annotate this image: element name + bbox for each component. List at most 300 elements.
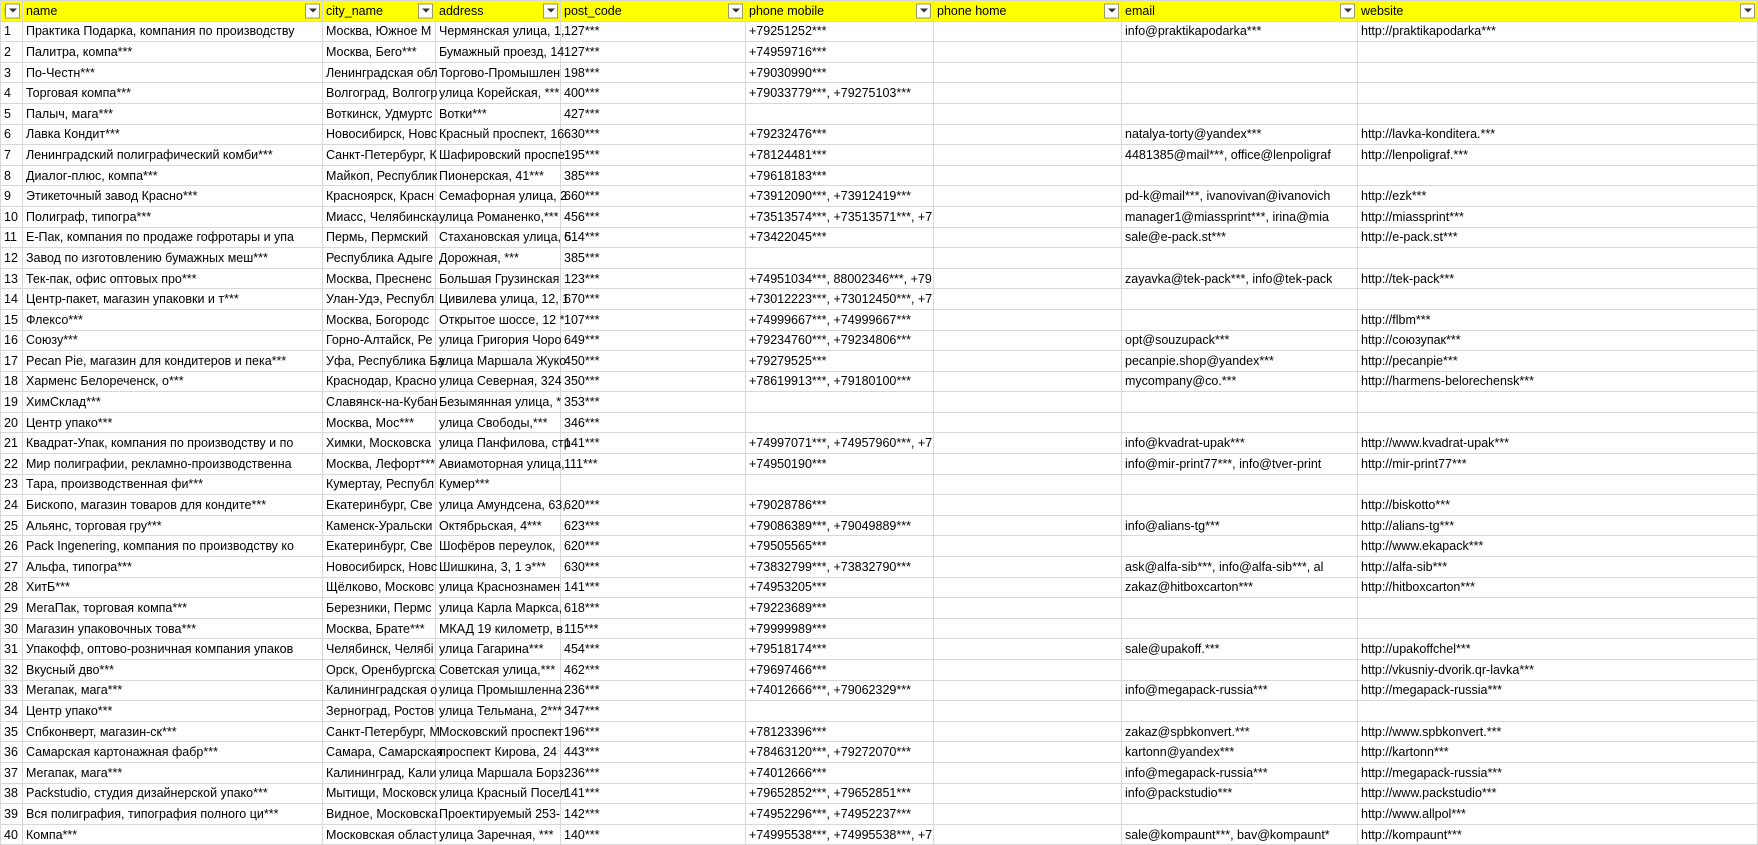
cell-website[interactable] — [1358, 248, 1758, 269]
cell-phone-home[interactable] — [934, 824, 1122, 845]
cell-phone-mobile[interactable]: +79999989*** — [746, 618, 934, 639]
cell-phone-mobile[interactable]: +79505565*** — [746, 536, 934, 557]
table-row[interactable] — [1, 330, 1758, 351]
cell-city-name[interactable]: Москва, Брате*** — [323, 618, 436, 639]
cell-address[interactable]: улица Григория Чоро — [436, 330, 561, 351]
cell-phone-mobile[interactable]: +74999667***, +74999667*** — [746, 309, 934, 330]
cell-phone-mobile[interactable]: +74952296***, +74952237*** — [746, 804, 934, 825]
cell-phone-mobile[interactable]: +78463120***, +79272070*** — [746, 742, 934, 763]
cell-city-name[interactable]: Улан-Удэ, Республ — [323, 289, 436, 310]
cell-city-name[interactable]: Майкоп, Республик — [323, 165, 436, 186]
cell-email[interactable]: ask@alfa-sib***, info@alfa-sib***, al — [1122, 557, 1358, 578]
cell-website[interactable] — [1358, 598, 1758, 619]
cell-website[interactable] — [1358, 165, 1758, 186]
cell-phone-mobile[interactable] — [746, 412, 934, 433]
cell-website[interactable]: http://lavka-konditera.*** — [1358, 124, 1758, 145]
cell-phone-mobile[interactable]: +78123396*** — [746, 721, 934, 742]
row-number[interactable]: 35 — [1, 721, 23, 742]
row-number[interactable]: 20 — [1, 412, 23, 433]
cell-city-name[interactable]: Московская област — [323, 824, 436, 845]
cell-city-name[interactable]: Химки, Московска — [323, 433, 436, 454]
column-header-website[interactable] — [1358, 1, 1758, 22]
row-number[interactable]: 29 — [1, 598, 23, 619]
cell-phone-home[interactable] — [934, 227, 1122, 248]
cell-address[interactable]: Кумер*** — [436, 474, 561, 495]
cell-phone-home[interactable] — [934, 412, 1122, 433]
row-number[interactable]: 25 — [1, 515, 23, 536]
cell-city-name[interactable]: Калининградская о — [323, 680, 436, 701]
table-row[interactable] — [1, 392, 1758, 413]
cell-phone-mobile[interactable] — [746, 392, 934, 413]
cell-website[interactable] — [1358, 83, 1758, 104]
cell-phone-mobile[interactable]: +73912090***, +73912419*** — [746, 186, 934, 207]
cell-name[interactable]: Палитра, компа*** — [23, 42, 323, 63]
cell-city-name[interactable]: Уфа, Республика Ба — [323, 351, 436, 372]
cell-address[interactable]: Цивилева улица, 12, 1 — [436, 289, 561, 310]
cell-email[interactable] — [1122, 536, 1358, 557]
cell-city-name[interactable]: Республика Адыге — [323, 248, 436, 269]
cell-website[interactable]: http://tek-pack*** — [1358, 268, 1758, 289]
cell-email[interactable]: info@megapack-russia*** — [1122, 680, 1358, 701]
cell-post-code[interactable]: 195*** — [561, 145, 746, 166]
cell-name[interactable]: Альянс, торговая гру*** — [23, 515, 323, 536]
cell-city-name[interactable]: Щёлково, Московс — [323, 577, 436, 598]
cell-email[interactable]: zakaz@hitboxcarton*** — [1122, 577, 1358, 598]
cell-phone-home[interactable] — [934, 206, 1122, 227]
cell-phone-mobile[interactable]: +74950190*** — [746, 454, 934, 475]
cell-address[interactable]: улица Гагарина*** — [436, 639, 561, 660]
cell-post-code[interactable]: 107*** — [561, 309, 746, 330]
cell-email[interactable]: manager1@miassprint***, irina@mia — [1122, 206, 1358, 227]
cell-address[interactable]: Шофёров переулок, — [436, 536, 561, 557]
cell-name[interactable]: Квадрат-Упак, компания по производству и по — [23, 433, 323, 454]
cell-phone-mobile[interactable]: +78124481*** — [746, 145, 934, 166]
column-header-name[interactable] — [23, 1, 323, 22]
table-row[interactable] — [1, 309, 1758, 330]
cell-city-name[interactable]: Санкт-Петербург, К — [323, 145, 436, 166]
cell-email[interactable]: mycompany@co.*** — [1122, 371, 1358, 392]
cell-email[interactable]: info@mir-print77***, info@tver-print — [1122, 454, 1358, 475]
cell-phone-home[interactable] — [934, 351, 1122, 372]
cell-phone-mobile[interactable]: +79033779***, +79275103*** — [746, 83, 934, 104]
row-number[interactable]: 6 — [1, 124, 23, 145]
table-row[interactable] — [1, 227, 1758, 248]
cell-address[interactable]: улица Заречная, *** — [436, 824, 561, 845]
cell-phone-mobile[interactable]: +79086389***, +79049889*** — [746, 515, 934, 536]
cell-address[interactable]: проспект Кирова, 24 — [436, 742, 561, 763]
cell-email[interactable]: opt@souzupack*** — [1122, 330, 1358, 351]
cell-website[interactable]: http://kartonn*** — [1358, 742, 1758, 763]
cell-post-code[interactable]: 670*** — [561, 289, 746, 310]
row-number[interactable]: 26 — [1, 536, 23, 557]
cell-post-code[interactable]: 623*** — [561, 515, 746, 536]
cell-email[interactable] — [1122, 289, 1358, 310]
cell-city-name[interactable]: Самара, Самарская — [323, 742, 436, 763]
cell-city-name[interactable]: Новосибирск, Новс — [323, 124, 436, 145]
row-number[interactable]: 39 — [1, 804, 23, 825]
cell-post-code[interactable]: 660*** — [561, 186, 746, 207]
cell-email[interactable] — [1122, 495, 1358, 516]
cell-city-name[interactable]: Пермь, Пермский — [323, 227, 436, 248]
cell-phone-home[interactable] — [934, 721, 1122, 742]
cell-post-code[interactable]: 443*** — [561, 742, 746, 763]
row-number[interactable]: 16 — [1, 330, 23, 351]
row-number[interactable]: 24 — [1, 495, 23, 516]
cell-address[interactable]: Стахановская улица, 5 — [436, 227, 561, 248]
cell-phone-mobile[interactable]: +79652852***, +79652851*** — [746, 783, 934, 804]
row-number[interactable]: 37 — [1, 762, 23, 783]
cell-city-name[interactable]: Красноярск, Красн — [323, 186, 436, 207]
row-number[interactable]: 19 — [1, 392, 23, 413]
cell-website[interactable]: http://upakoffchel*** — [1358, 639, 1758, 660]
cell-website[interactable]: http://vkusniy-dvorik.qr-lavka*** — [1358, 660, 1758, 681]
cell-city-name[interactable]: Краснодар, Красно — [323, 371, 436, 392]
row-number[interactable]: 32 — [1, 660, 23, 681]
cell-post-code[interactable]: 127*** — [561, 21, 746, 42]
cell-city-name[interactable]: Березники, Пермс — [323, 598, 436, 619]
cell-name[interactable]: По-Честн*** — [23, 62, 323, 83]
filter-dropdown-icon[interactable] — [418, 3, 433, 18]
cell-phone-mobile[interactable]: +79234760***, +79234806*** — [746, 330, 934, 351]
cell-name[interactable]: Практика Подарка, компания по производству — [23, 21, 323, 42]
cell-email[interactable]: sale@upakoff.*** — [1122, 639, 1358, 660]
cell-post-code[interactable]: 614*** — [561, 227, 746, 248]
cell-phone-home[interactable] — [934, 536, 1122, 557]
cell-phone-home[interactable] — [934, 371, 1122, 392]
cell-city-name[interactable]: Екатеринбург, Све — [323, 536, 436, 557]
table-row[interactable] — [1, 42, 1758, 63]
cell-address[interactable]: Пионерская, 41*** — [436, 165, 561, 186]
row-number[interactable]: 31 — [1, 639, 23, 660]
cell-city-name[interactable]: Воткинск, Удмуртс — [323, 103, 436, 124]
column-header-email[interactable] — [1122, 1, 1358, 22]
cell-email[interactable] — [1122, 248, 1358, 269]
cell-website[interactable]: http://lenpoligraf.*** — [1358, 145, 1758, 166]
cell-phone-mobile[interactable]: +78619913***, +79180100*** — [746, 371, 934, 392]
cell-email[interactable]: pd-k@mail***, ivanovivan@ivanovich — [1122, 186, 1358, 207]
cell-phone-mobile[interactable]: +79030990*** — [746, 62, 934, 83]
cell-phone-mobile[interactable]: +79697466*** — [746, 660, 934, 681]
cell-website[interactable] — [1358, 42, 1758, 63]
table-row[interactable] — [1, 186, 1758, 207]
cell-phone-mobile[interactable]: +79618183*** — [746, 165, 934, 186]
cell-name[interactable]: Мегапак, мага*** — [23, 680, 323, 701]
cell-phone-mobile[interactable]: +73012223***, +73012450***, +7 — [746, 289, 934, 310]
table-row[interactable] — [1, 577, 1758, 598]
cell-city-name[interactable]: Волгоград, Волгогр — [323, 83, 436, 104]
cell-website[interactable]: http://harmens-belorechensk*** — [1358, 371, 1758, 392]
cell-phone-mobile[interactable]: +79232476*** — [746, 124, 934, 145]
cell-website[interactable]: http://союзупак*** — [1358, 330, 1758, 351]
cell-website[interactable]: http://www.packstudio*** — [1358, 783, 1758, 804]
cell-website[interactable]: http://www.allpol*** — [1358, 804, 1758, 825]
cell-name[interactable]: Мир полиграфии, рекламно-производственна — [23, 454, 323, 475]
row-number[interactable]: 38 — [1, 783, 23, 804]
cell-website[interactable] — [1358, 62, 1758, 83]
table-row[interactable] — [1, 639, 1758, 660]
cell-post-code[interactable]: 630*** — [561, 557, 746, 578]
table-row[interactable] — [1, 351, 1758, 372]
row-number[interactable]: 11 — [1, 227, 23, 248]
cell-email[interactable] — [1122, 42, 1358, 63]
filter-dropdown-icon[interactable] — [1340, 3, 1355, 18]
cell-post-code[interactable]: 385*** — [561, 248, 746, 269]
cell-name[interactable]: Pack Ingenering, компания по производству ко — [23, 536, 323, 557]
table-row[interactable] — [1, 21, 1758, 42]
cell-post-code[interactable]: 123*** — [561, 268, 746, 289]
cell-address[interactable]: Московский проспект — [436, 721, 561, 742]
filter-dropdown-icon[interactable] — [916, 3, 931, 18]
cell-post-code[interactable]: 141*** — [561, 577, 746, 598]
cell-phone-home[interactable] — [934, 701, 1122, 722]
cell-phone-home[interactable] — [934, 742, 1122, 763]
row-number[interactable]: 4 — [1, 83, 23, 104]
table-row[interactable] — [1, 371, 1758, 392]
row-number[interactable]: 22 — [1, 454, 23, 475]
table-row[interactable] — [1, 145, 1758, 166]
cell-phone-mobile[interactable]: +74959716*** — [746, 42, 934, 63]
cell-name[interactable]: МегаПак, торговая компа*** — [23, 598, 323, 619]
cell-phone-mobile[interactable]: +79518174*** — [746, 639, 934, 660]
cell-website[interactable]: http://e-pack.st*** — [1358, 227, 1758, 248]
cell-phone-home[interactable] — [934, 454, 1122, 475]
cell-name[interactable]: Харменс Белореченск, о*** — [23, 371, 323, 392]
cell-email[interactable] — [1122, 701, 1358, 722]
cell-phone-home[interactable] — [934, 186, 1122, 207]
row-number[interactable]: 2 — [1, 42, 23, 63]
cell-phone-home[interactable] — [934, 248, 1122, 269]
cell-email[interactable] — [1122, 474, 1358, 495]
table-row[interactable] — [1, 701, 1758, 722]
cell-address[interactable]: Большая Грузинская — [436, 268, 561, 289]
cell-post-code[interactable]: 462*** — [561, 660, 746, 681]
cell-name[interactable]: Мегапак, мага*** — [23, 762, 323, 783]
cell-address[interactable]: Дорожная, *** — [436, 248, 561, 269]
table-row[interactable] — [1, 721, 1758, 742]
cell-website[interactable]: http://pecanpie*** — [1358, 351, 1758, 372]
cell-phone-home[interactable] — [934, 309, 1122, 330]
cell-email[interactable] — [1122, 804, 1358, 825]
cell-email[interactable] — [1122, 412, 1358, 433]
cell-address[interactable]: Торгово-Промышлен — [436, 62, 561, 83]
table-row[interactable] — [1, 206, 1758, 227]
cell-city-name[interactable]: Москва, Южное М — [323, 21, 436, 42]
table-row[interactable] — [1, 103, 1758, 124]
cell-address[interactable]: улица Маршала Жуко — [436, 351, 561, 372]
cell-website[interactable]: http://alians-tg*** — [1358, 515, 1758, 536]
cell-city-name[interactable]: Москва, Пресненс — [323, 268, 436, 289]
cell-name[interactable]: Ленинградский полиграфический комби*** — [23, 145, 323, 166]
cell-phone-home[interactable] — [934, 680, 1122, 701]
cell-post-code[interactable]: 127*** — [561, 42, 746, 63]
cell-name[interactable]: Диалог-плюс, компа*** — [23, 165, 323, 186]
cell-name[interactable]: Тек-пак, офис оптовых про*** — [23, 268, 323, 289]
cell-website[interactable]: http://www.kvadrat-upak*** — [1358, 433, 1758, 454]
cell-phone-home[interactable] — [934, 62, 1122, 83]
cell-post-code[interactable]: 198*** — [561, 62, 746, 83]
row-number[interactable]: 40 — [1, 824, 23, 845]
cell-website[interactable]: http://ezk*** — [1358, 186, 1758, 207]
cell-address[interactable]: Безымянная улица, * — [436, 392, 561, 413]
cell-phone-mobile[interactable]: +74997071***, +74957960***, +7 — [746, 433, 934, 454]
cell-name[interactable]: Компа*** — [23, 824, 323, 845]
cell-post-code[interactable]: 400*** — [561, 83, 746, 104]
cell-city-name[interactable]: Москва, Мос*** — [323, 412, 436, 433]
table-row[interactable] — [1, 474, 1758, 495]
cell-address[interactable]: улица Тельмана, 2*** — [436, 701, 561, 722]
cell-email[interactable] — [1122, 598, 1358, 619]
cell-email[interactable]: 4481385@mail***, office@lenpoligraf — [1122, 145, 1358, 166]
cell-post-code[interactable] — [561, 474, 746, 495]
cell-phone-mobile[interactable]: +73422045*** — [746, 227, 934, 248]
cell-website[interactable]: http://megapack-russia*** — [1358, 762, 1758, 783]
filter-dropdown-icon[interactable] — [728, 3, 743, 18]
cell-phone-mobile[interactable]: +74953205*** — [746, 577, 934, 598]
row-number[interactable]: 12 — [1, 248, 23, 269]
cell-phone-home[interactable] — [934, 618, 1122, 639]
table-row[interactable] — [1, 124, 1758, 145]
filter-dropdown-icon[interactable] — [305, 3, 320, 18]
cell-phone-home[interactable] — [934, 392, 1122, 413]
cell-website[interactable] — [1358, 103, 1758, 124]
cell-city-name[interactable]: Санкт-Петербург, М — [323, 721, 436, 742]
cell-address[interactable]: улица Панфилова, стр — [436, 433, 561, 454]
column-header-id[interactable] — [1, 1, 23, 22]
table-row[interactable] — [1, 248, 1758, 269]
filter-dropdown-icon[interactable] — [1740, 3, 1755, 18]
row-number[interactable]: 10 — [1, 206, 23, 227]
cell-phone-mobile[interactable]: +79223689*** — [746, 598, 934, 619]
cell-website[interactable]: http://www.ekapack*** — [1358, 536, 1758, 557]
table-row[interactable] — [1, 62, 1758, 83]
cell-post-code[interactable]: 353*** — [561, 392, 746, 413]
cell-post-code[interactable]: 385*** — [561, 165, 746, 186]
cell-post-code[interactable]: 140*** — [561, 824, 746, 845]
cell-phone-home[interactable] — [934, 639, 1122, 660]
row-number[interactable]: 17 — [1, 351, 23, 372]
table-row[interactable] — [1, 289, 1758, 310]
cell-phone-home[interactable] — [934, 103, 1122, 124]
cell-post-code[interactable]: 454*** — [561, 639, 746, 660]
cell-city-name[interactable]: Горно-Алтайск, Ре — [323, 330, 436, 351]
cell-address[interactable]: улица Амундсена, 63, — [436, 495, 561, 516]
cell-phone-home[interactable] — [934, 474, 1122, 495]
column-header-phone-home[interactable] — [934, 1, 1122, 22]
row-number[interactable]: 27 — [1, 557, 23, 578]
cell-address[interactable]: улица Красный Посел — [436, 783, 561, 804]
row-number[interactable]: 7 — [1, 145, 23, 166]
cell-phone-mobile[interactable]: +74995538***, +74995538***, +7 — [746, 824, 934, 845]
table-row[interactable] — [1, 536, 1758, 557]
table-row[interactable] — [1, 824, 1758, 845]
cell-post-code[interactable]: 630*** — [561, 124, 746, 145]
row-number[interactable]: 36 — [1, 742, 23, 763]
cell-email[interactable]: info@kvadrat-upak*** — [1122, 433, 1358, 454]
cell-website[interactable]: http://miassprint*** — [1358, 206, 1758, 227]
cell-email[interactable]: sale@kompaunt***, bav@kompaunt* — [1122, 824, 1358, 845]
cell-phone-mobile[interactable]: +74012666***, +79062329*** — [746, 680, 934, 701]
cell-city-name[interactable]: Москва, Богородс — [323, 309, 436, 330]
cell-post-code[interactable]: 196*** — [561, 721, 746, 742]
cell-name[interactable]: Спбконверт, магазин-ск*** — [23, 721, 323, 742]
cell-name[interactable]: Флексо*** — [23, 309, 323, 330]
cell-name[interactable]: Упакофф, оптово-розничная компания упаков — [23, 639, 323, 660]
cell-website[interactable]: http://biskotto*** — [1358, 495, 1758, 516]
cell-city-name[interactable]: Видное, Московска — [323, 804, 436, 825]
cell-post-code[interactable]: 620*** — [561, 536, 746, 557]
cell-post-code[interactable]: 141*** — [561, 433, 746, 454]
column-header-address[interactable] — [436, 1, 561, 22]
cell-city-name[interactable]: Кумертау, Республ — [323, 474, 436, 495]
cell-email[interactable]: zakaz@spbkonvert.*** — [1122, 721, 1358, 742]
cell-post-code[interactable]: 142*** — [561, 804, 746, 825]
cell-address[interactable]: Семафорная улица, 2 — [436, 186, 561, 207]
cell-name[interactable]: Альфа, типогра*** — [23, 557, 323, 578]
cell-address[interactable]: Советская улица,*** — [436, 660, 561, 681]
row-number[interactable]: 28 — [1, 577, 23, 598]
cell-phone-home[interactable] — [934, 289, 1122, 310]
table-row[interactable] — [1, 742, 1758, 763]
table-row[interactable] — [1, 783, 1758, 804]
table-row[interactable] — [1, 598, 1758, 619]
filter-dropdown-icon[interactable] — [5, 3, 20, 18]
cell-phone-mobile[interactable] — [746, 248, 934, 269]
cell-phone-home[interactable] — [934, 42, 1122, 63]
cell-city-name[interactable]: Калининград, Кали — [323, 762, 436, 783]
cell-name[interactable]: Вся полиграфия, типография полного ци*** — [23, 804, 323, 825]
cell-phone-home[interactable] — [934, 124, 1122, 145]
row-number[interactable]: 34 — [1, 701, 23, 722]
cell-city-name[interactable]: Челябинск, Челябі — [323, 639, 436, 660]
cell-website[interactable] — [1358, 412, 1758, 433]
cell-phone-mobile[interactable]: +74012666*** — [746, 762, 934, 783]
cell-address[interactable]: Открытое шоссе, 12 * — [436, 309, 561, 330]
cell-website[interactable] — [1358, 618, 1758, 639]
cell-address[interactable]: улица Карла Маркса, — [436, 598, 561, 619]
filter-dropdown-icon[interactable] — [543, 3, 558, 18]
cell-name[interactable]: Завод по изготовлению бумажных меш*** — [23, 248, 323, 269]
cell-website[interactable]: http://hitboxcarton*** — [1358, 577, 1758, 598]
cell-website[interactable] — [1358, 474, 1758, 495]
cell-phone-home[interactable] — [934, 783, 1122, 804]
cell-phone-mobile[interactable]: +79279525*** — [746, 351, 934, 372]
cell-name[interactable]: Союзу*** — [23, 330, 323, 351]
row-number[interactable]: 8 — [1, 165, 23, 186]
cell-phone-home[interactable] — [934, 83, 1122, 104]
table-row[interactable] — [1, 83, 1758, 104]
cell-post-code[interactable]: 141*** — [561, 783, 746, 804]
table-row[interactable] — [1, 515, 1758, 536]
cell-name[interactable]: ХимСклад*** — [23, 392, 323, 413]
table-row[interactable] — [1, 268, 1758, 289]
row-number[interactable]: 33 — [1, 680, 23, 701]
cell-post-code[interactable]: 346*** — [561, 412, 746, 433]
cell-post-code[interactable]: 236*** — [561, 680, 746, 701]
cell-website[interactable]: http://praktikapodarka*** — [1358, 21, 1758, 42]
cell-email[interactable]: pecanpie.shop@yandex*** — [1122, 351, 1358, 372]
cell-phone-home[interactable] — [934, 804, 1122, 825]
cell-phone-mobile[interactable]: +73832799***, +73832790*** — [746, 557, 934, 578]
cell-address[interactable]: улица Романенко,*** — [436, 206, 561, 227]
cell-name[interactable]: ХитБ*** — [23, 577, 323, 598]
cell-name[interactable]: Этикеточный завод Красно*** — [23, 186, 323, 207]
cell-post-code[interactable]: 649*** — [561, 330, 746, 351]
row-number[interactable]: 21 — [1, 433, 23, 454]
cell-city-name[interactable]: Ленинградская обл — [323, 62, 436, 83]
cell-phone-mobile[interactable]: +74951034***, 88002346***, +79 — [746, 268, 934, 289]
row-number[interactable]: 5 — [1, 103, 23, 124]
cell-website[interactable]: http://flbm*** — [1358, 309, 1758, 330]
